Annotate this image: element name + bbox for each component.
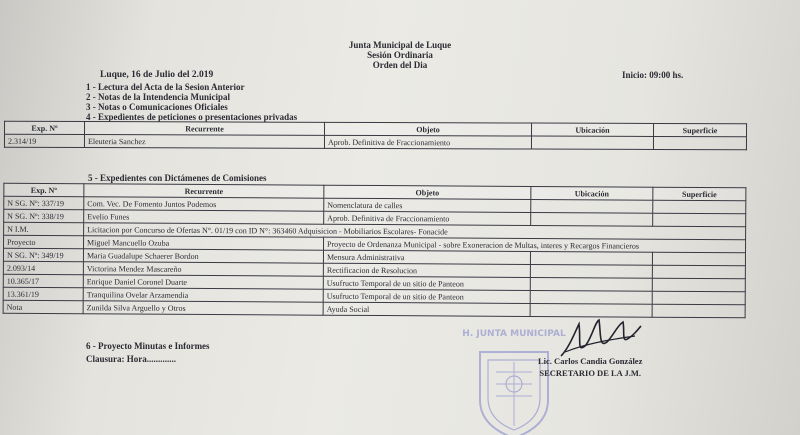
agenda-item: 4 - Expedientes de peticiones o presentaciones privadas: [86, 112, 298, 122]
cell-recurrente: Enrique Daniel Coronel Duarte: [83, 275, 323, 289]
cell-objeto: Aprob. Definitiva de Fraccionamiento: [324, 211, 531, 225]
header-institution: Junta Municipal de Luque: [348, 40, 452, 50]
cell-recurrente: Com. Vec. De Fomento Juntos Podemos: [84, 197, 324, 211]
cell-ubicacion: [530, 290, 652, 304]
cell-superficie: [653, 136, 746, 149]
cell-recurrente: Tranquilina Ovelar Arzamendia: [83, 288, 323, 302]
col-superficie: Superficie: [653, 187, 746, 201]
cell-objeto: Proyecto de Ordenanza Municipal - sobre Exoneracion de Multas, interes y Recargos Financieros: [324, 237, 746, 253]
cell-exp: N SG. Nº: 337/19: [4, 196, 84, 209]
cell-ubicacion: [530, 251, 652, 265]
cell-licitacion: Licitacion por Concurso de Ofertas N°. 01/19 con ID N°: 363460 Adquisicion - Mobiliarios Escolares- Fonacide: [84, 223, 746, 240]
signer-block: [538, 355, 642, 379]
col-objeto: Objeto: [325, 122, 532, 136]
cell-ubicacion: [531, 212, 653, 226]
private-petitions-table: [4, 121, 747, 151]
signer-name: Lic. Carlos Candia González: [538, 356, 643, 366]
cell-recurrente: Maria Guadalupe Schaerer Bordon: [83, 249, 323, 263]
cell-recurrente: Miguel Mancuello Ozuba: [84, 236, 324, 250]
header-agenda-title: Orden del Dia: [372, 60, 428, 70]
document-header: [0, 40, 800, 70]
col-exp: Exp. Nº: [4, 183, 84, 196]
col-exp: Exp. Nº: [5, 121, 85, 134]
clausura-line: Clausura: Hora.............: [86, 354, 176, 364]
cell-exp: 10.365/17: [3, 274, 83, 287]
cell-recurrente: Evelio Funes: [84, 210, 324, 224]
cell-objeto: Nomenclatura de calles: [324, 198, 531, 212]
cell-recurrente: Zunilda Silva Arguello y Otros: [83, 301, 323, 315]
cell-objeto: Ayuda Social: [323, 302, 530, 316]
document-date: Luque, 16 de Julio del 2.019: [100, 70, 214, 80]
agenda-list: [86, 82, 297, 122]
section-5-title: 5 - Expedientes con Dictámenes de Comisiones: [88, 173, 267, 183]
cell-superficie: [653, 213, 746, 227]
cell-recurrente: Eleuteria Sanchez: [84, 134, 324, 148]
commission-dictamen-table: [3, 183, 747, 319]
table-row: [4, 134, 746, 150]
seal-label: H. JUNTA MUNICIPAL: [462, 329, 566, 339]
col-ubicacion: Ubicación: [531, 186, 653, 200]
agenda-item: 2 - Notas de la Intendencia Municipal: [86, 92, 231, 102]
cell-objeto: Usufructo Temporal de un sitio de Panteon: [323, 276, 530, 290]
cell-exp: 2.093/14: [3, 261, 83, 274]
signer-title: SECRETARIO DE LA J.M.: [539, 368, 641, 378]
cell-ubicacion: [531, 136, 653, 149]
col-ubicacion: Ubicación: [531, 123, 653, 136]
cell-exp: 13.361/19: [3, 287, 83, 300]
cell-objeto: Aprob. Definitiva de Fraccionamiento: [324, 135, 531, 149]
cell-exp: Proyecto: [4, 235, 84, 248]
start-time: Inicio: 09:00 hs.: [622, 70, 684, 80]
cell-superficie: [653, 200, 746, 214]
cell-exp: N SG. Nº: 338/19: [4, 209, 84, 222]
col-recurrente: Recurrente: [85, 121, 325, 135]
cell-superficie: [652, 291, 745, 305]
cell-superficie: [652, 252, 745, 266]
col-objeto: Objeto: [324, 185, 531, 199]
cell-objeto: Rectificacion de Resolucion: [323, 263, 530, 277]
cell-exp: N SG. Nº: 349/19: [3, 248, 83, 261]
cell-recurrente: Victorina Mendez Mascareño: [83, 262, 323, 276]
col-superficie: Superficie: [653, 123, 746, 136]
cell-superficie: [652, 304, 745, 318]
cell-exp: N I.M.: [4, 222, 84, 235]
cell-superficie: [652, 265, 745, 279]
cell-objeto: Usufructo Temporal de un sitio de Panteon: [323, 289, 530, 303]
cell-exp: 2.314/19: [4, 134, 84, 147]
cell-objeto: Mensura Administrativa: [323, 250, 530, 264]
header-session: Sesión Ordinaria: [367, 50, 433, 60]
col-recurrente: Recurrente: [84, 184, 324, 198]
cell-exp: Nota: [3, 300, 83, 313]
cell-ubicacion: [531, 199, 653, 213]
section-6: [86, 340, 210, 366]
agenda-item: 1 - Lectura del Acta de la Sesion Anterior: [86, 82, 245, 92]
cell-ubicacion: [530, 264, 652, 278]
agenda-item: 3 - Notas o Comunicaciones Oficiales: [86, 102, 228, 112]
cell-superficie: [652, 278, 745, 292]
cell-ubicacion: [530, 277, 652, 291]
section-6-title: 6 - Proyecto Minutas e Informes: [86, 341, 210, 351]
